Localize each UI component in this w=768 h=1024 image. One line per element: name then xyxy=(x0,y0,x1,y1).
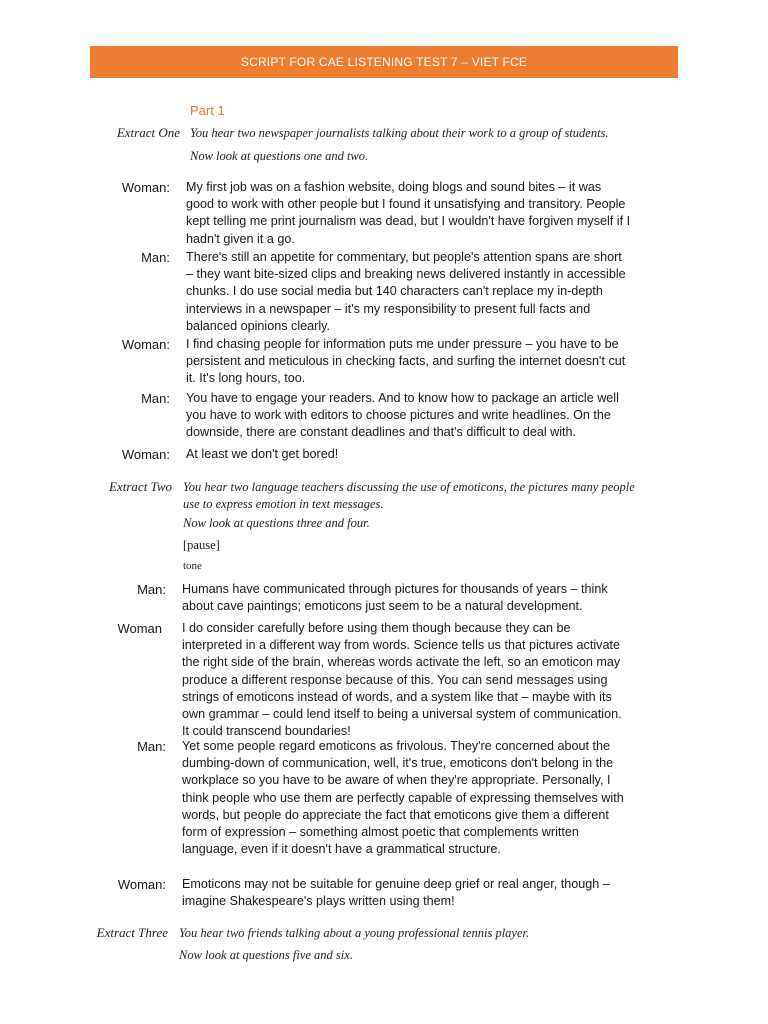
part-title: Part 1 xyxy=(190,103,225,118)
document-header-bar xyxy=(90,46,678,78)
speech-text: You have to engage your readers. And to know how to package an article well you have to work with editors to choose pictures and write headlines. On the downside, there are constant deadlines and that's difficult to deal with. xyxy=(186,391,619,440)
speech-text: I do consider carefully before using them though because they can be interpreted in a different way from words. Science tells us that pictures activate the right side of the brain, whereas words activate the left, so an emoticon may produce a different response because of this. You can send messages using strings of emoticons instead of words, and a system like that – maybe with its own grammar – could lend itself to being a universal system of communication. It could transcend boundaries! xyxy=(182,621,622,739)
extract-one-intro: You hear two newspaper journalists talking about their work to a group of students. xyxy=(190,126,609,140)
speech-text: Humans have communicated through pictures for thousands of years – think about cave paintings; emoticons just seem to be a natural development. xyxy=(182,582,608,614)
speaker-label: Man: xyxy=(137,582,166,597)
extract-one-instruction: Now look at questions one and two. xyxy=(190,149,369,163)
speaker-label: Woman: xyxy=(121,337,170,352)
speaker-label: Woman xyxy=(117,621,162,636)
extract-two-instruction: Now look at questions three and four. xyxy=(183,516,370,530)
speech-text: There's still an appetite for commentary, but people's attention spans are short – they want bite-sized clips and breaking news delivered instantly in accessible chunks. I do use social media but 140 characters can't replace my in-depth interviews in a newspaper – it's my responsibility to present full facts and balanced opinions clearly. xyxy=(186,250,626,333)
speech-text: I find chasing people for information puts me under pressure – you have to be persistent and meticulous in checking facts, and surfing the internet doesn't cut it. It's long hours, too. xyxy=(186,337,626,386)
speaker-label: Woman: xyxy=(117,877,166,892)
speech-text: Emoticons may not be suitable for genuine deep grief or real anger, though – imagine Shakespeare's plays written using them! xyxy=(182,877,610,909)
extract-three-label: Extract Three xyxy=(96,925,168,940)
speaker-label: Woman: xyxy=(121,180,170,195)
speaker-label: Man: xyxy=(141,391,170,406)
speaker-label: Man: xyxy=(141,250,170,265)
document-title: SCRIPT FOR CAE LISTENING TEST 7 – VIET FCE xyxy=(240,55,528,69)
speech-text: At least we don't get bored! xyxy=(186,447,339,461)
speech-text: Yet some people regard emoticons as frivolous. They're concerned about the dumbing-down of communication, well, it's true, emoticons don't belong in the workplace so you have to be aware of when they're appropriate. Personally, I think people who use them are perfectly capable of expressing themselves with words, but people do appreciate the fact that emoticons give them a different form of expression – something almost poetic that complements written language, even if it doesn't have a grammatical structure. xyxy=(182,739,624,857)
speaker-label: Man: xyxy=(137,739,166,754)
speaker-label: Woman: xyxy=(121,447,170,462)
pause-note: [pause] xyxy=(183,538,220,552)
speech-text: My first job was on a fashion website, doing blogs and sound bites – it was good to work with other people but I found it unsatisfying and transitory. People kept telling me print journalism was dead, but I wouldn't have forgiven myself if I hadn't given it a go. xyxy=(186,180,631,246)
extract-one-label: Extract One xyxy=(116,125,180,140)
extract-two-intro: You hear two language teachers discussing the use of emoticons, the pictures many people use to express emotion in text messages. xyxy=(183,480,635,511)
extract-two-label: Extract Two xyxy=(109,479,172,494)
extract-three-instruction: Now look at questions five and six. xyxy=(179,948,353,962)
tone-note: tone xyxy=(183,560,202,572)
extract-three-intro: You hear two friends talking about a young professional tennis player. xyxy=(179,926,530,940)
